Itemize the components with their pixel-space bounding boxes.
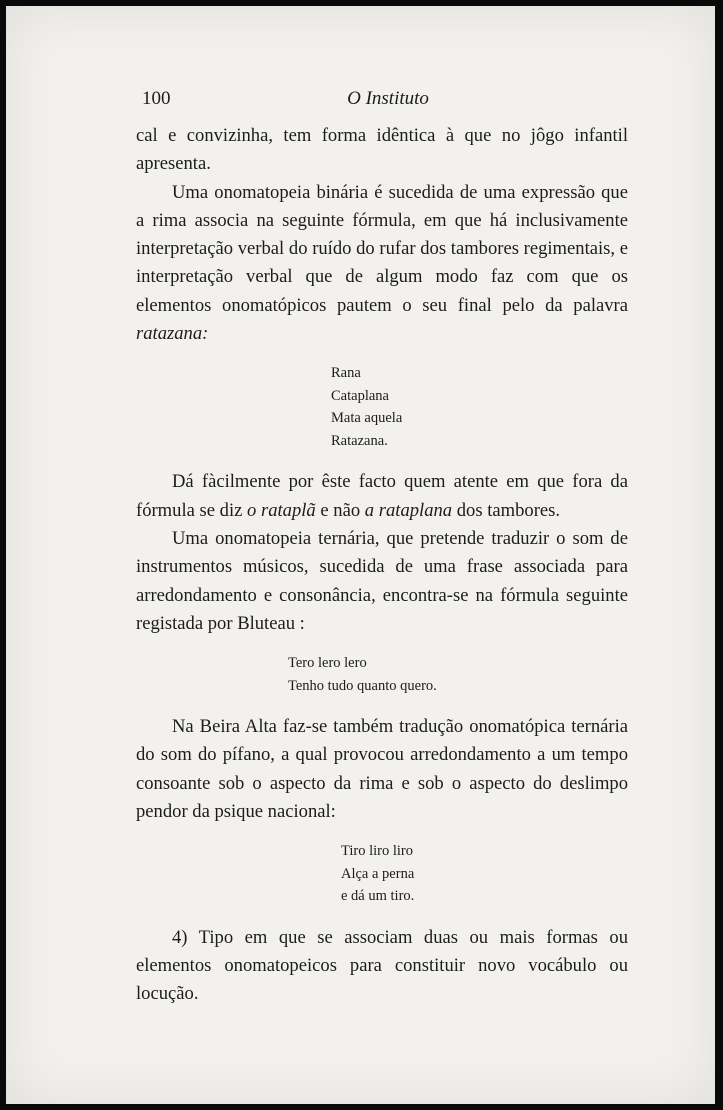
page-body [136, 122, 628, 1009]
verse-line: Tenho tudo quanto quero. [288, 677, 437, 694]
paragraph-3 [136, 468, 628, 525]
verse-line: Alça a perna [341, 865, 415, 882]
verse-line: Tiro liro liro [341, 843, 413, 860]
italic-a-rataplana: a rataplana [364, 499, 453, 521]
paragraph-6: 4) Tipo em que se associam duas ou mais formas ou elementos onomatopeicos para constituir novo vocábulo ou locução. [136, 926, 628, 1005]
verse-block-2 [136, 652, 628, 697]
italic-o-rataplan: o rataplã [247, 499, 316, 521]
verse-block-3 [136, 840, 628, 908]
paragraph-3-text-a: Dá fàcilmente por êste facto quem atente em que fora da fórmula se diz [136, 471, 628, 521]
paragraph-2-text: Uma onomatopeia binária é sucedida de uma expressão que a rima associa na seguinte fórmula, em que há inclusivamente interpretação verbal do ruído do rufar dos tambores regimentais, e interpretação verbal que de algum modo faz com que os elementos onomatópicos pautem o seu final pelo da palavra [136, 181, 628, 316]
running-title: O Instituto [347, 88, 429, 109]
paragraph-1: cal e convizinha, tem forma idêntica à que no jôgo infantil apresenta. [136, 125, 628, 175]
verse-line: e dá um tiro. [341, 888, 415, 905]
page-number: 100 [142, 88, 171, 109]
paragraph-3-text-c: dos tambores. [456, 499, 561, 521]
verse-line: Tero lero lero [288, 655, 367, 672]
verse-line: Rana [331, 365, 361, 382]
italic-word-ratazana: ratazana: [136, 323, 209, 345]
paragraph-3-text-b: e não [320, 499, 361, 521]
verse-line: Mata aquela [331, 410, 403, 427]
verse-line: Ratazana. [331, 432, 388, 449]
verse-line: Cataplana [331, 387, 389, 404]
paragraph-5: Na Beira Alta faz-se também tradução onomatópica ternária do som do pífano, a qual provocou arredondamento a um tempo consoante sob o aspecto da rima e sob o aspecto do deslimpo pendor da psique nacional: [136, 716, 628, 823]
verse-block-1 [136, 362, 628, 452]
paragraph-4: Uma onomatopeia ternária, que pretende traduzir o som de instrumentos músicos, sucedida de uma frase associada para arredondamento e consonância, encontra-se na fórmula seguinte registada por Bluteau : [136, 527, 628, 634]
paragraph-2 [136, 179, 628, 349]
page-header [142, 88, 634, 118]
